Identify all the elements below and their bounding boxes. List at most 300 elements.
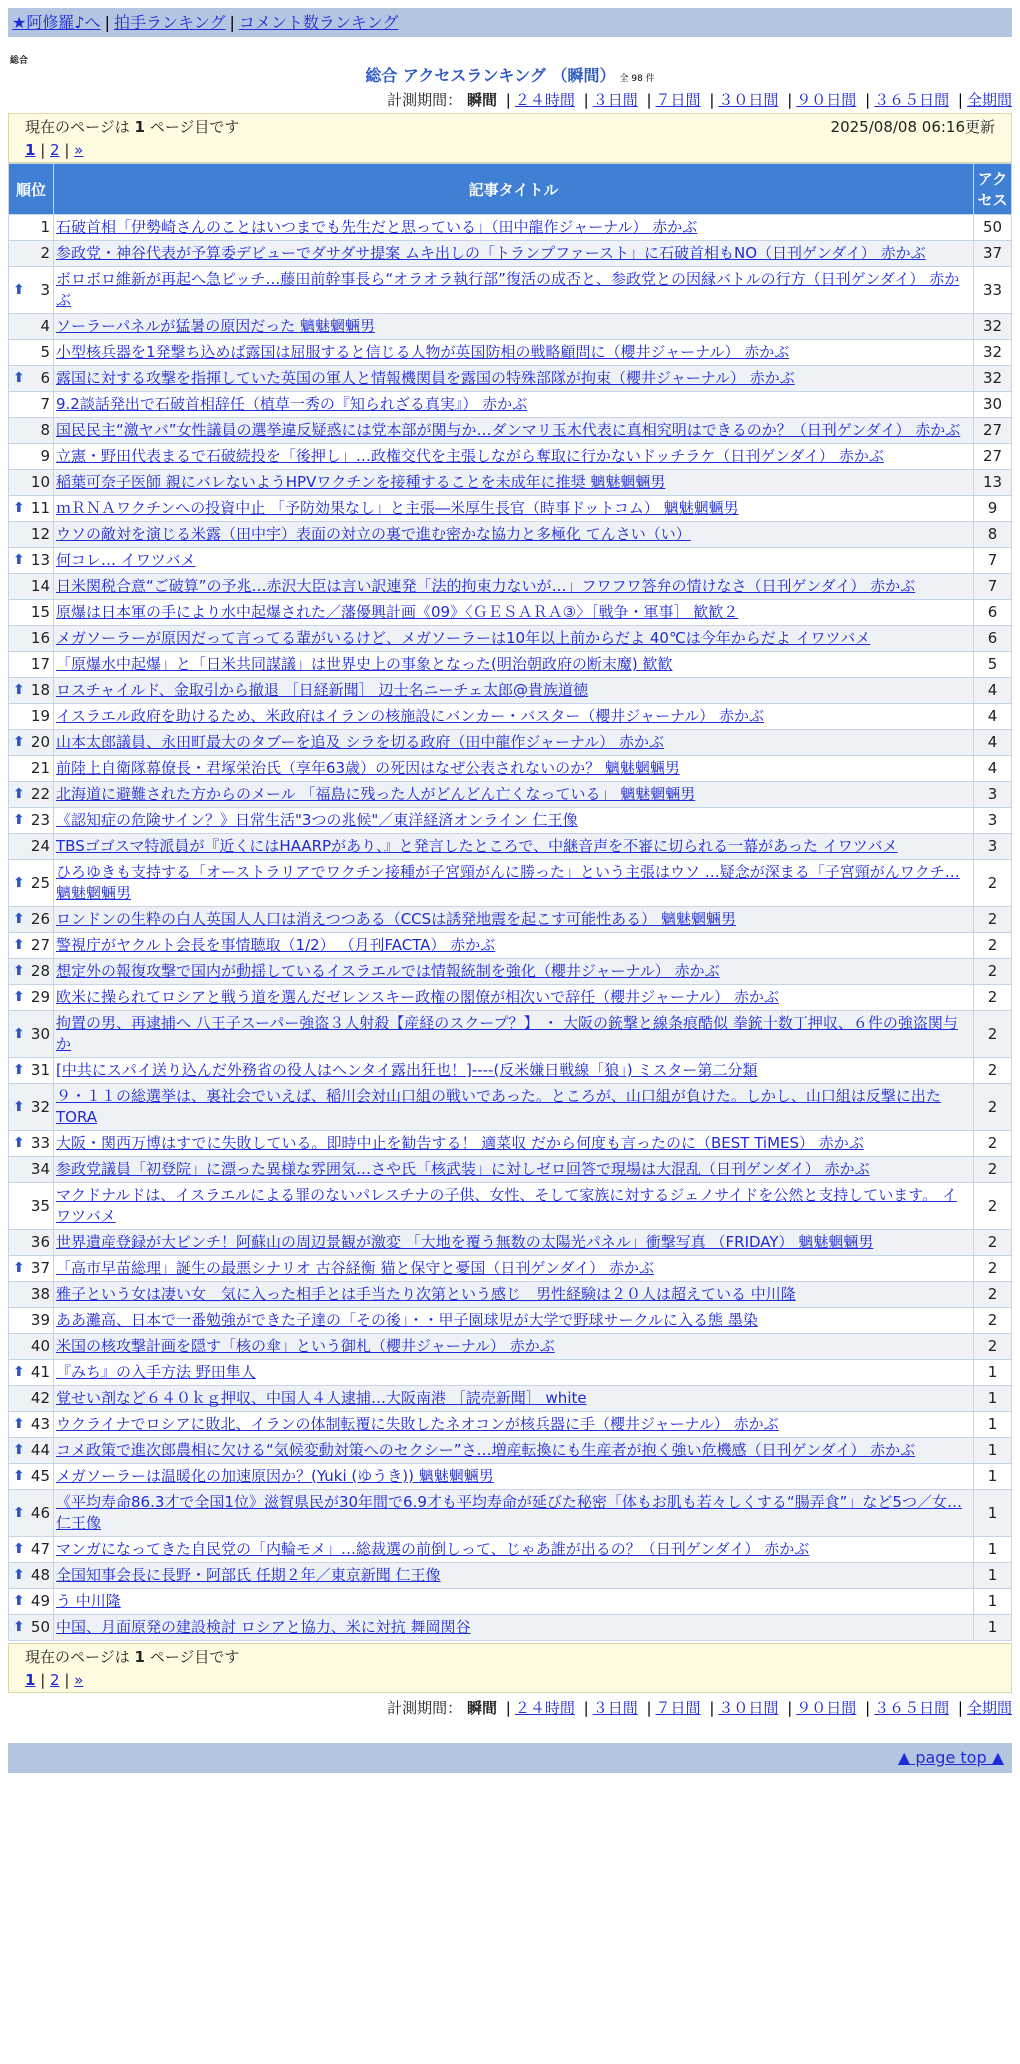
updated-time: 2025/08/08 06:16更新 [830,118,995,136]
clap-ranking-link[interactable]: 拍手ランキング [113,13,226,32]
rank-cell [9,1183,54,1230]
article-link[interactable]: ウクライナでロシアに敗北、イランの体制転覆に失敗したネオコンが核兵器に手（櫻井ジャーナル） 赤かぶ [56,1415,779,1433]
article-link[interactable]: ｍＲＮＡワクチンへの投資中止 「予防効果なし」と主張―米厚生長官（時事ドットコム） 魑魅魍魎男 [56,499,739,517]
rank-number: 29 [30,988,50,1006]
period-link-30d[interactable]: ３０日間 [718,91,779,109]
article-link[interactable]: ウソの敵対を演じる米露（田中宇）表面の対立の裏で進む密かな協力と多極化 てんさい（い） [56,525,691,543]
title-cell [54,626,974,652]
period-label: 計測期間： [387,1699,463,1717]
rank-cell [9,933,54,959]
rank-cell [9,392,54,418]
period-link-3d[interactable]: ３日間 [592,1699,638,1717]
rank-number: 49 [30,1592,50,1610]
article-link[interactable]: 警視庁がヤクルト会長を事情聴取（1/2） （月刊FACTA） 赤かぶ [56,936,496,954]
rank-cell [9,782,54,808]
table-row [9,985,1012,1011]
title-cell [54,1563,974,1589]
table-row [9,548,1012,574]
table-row [9,1464,1012,1490]
rank-cell [9,1589,54,1615]
title-cell [54,933,974,959]
article-link[interactable]: マクドナルドは、イスラエルによる罪のないパレスチナの子供、女性、そして家族に対するジェノサイドを公然と支持しています。 イワツバメ [56,1186,957,1225]
rank-up-icon: ⬆ [13,1098,25,1115]
article-link[interactable]: 拘置の男、再逮捕へ 八王子スーパー強盗３人射殺【産経のスクープ？】 ・ 大阪の銃撃と線条痕酷似 拳銃十数丁押収、６件の強盗関与か [56,1014,958,1053]
table-row [9,1084,1012,1131]
rank-number: 27 [30,936,50,954]
rank-number: 24 [30,837,50,855]
title-cell [54,1011,974,1058]
access-count: 27 [974,444,1012,470]
title-cell [54,314,974,340]
access-count: 2 [974,985,1012,1011]
table-row [9,1386,1012,1412]
rank-number: 41 [30,1363,50,1381]
period-link-7d[interactable]: ７日間 [655,1699,701,1717]
table-row [9,444,1012,470]
access-count: 4 [974,730,1012,756]
article-link[interactable]: ひろゆきも支持する「オーストラリアでワクチン接種が子宮頸がんに勝った」という主張はウソ …疑念が深まる「子宮頸がんワクチ… 魑魅魍魎男 [56,863,960,902]
table-row [9,907,1012,933]
rank-cell [9,522,54,548]
article-link[interactable]: 国民民主“激ヤバ”女性議員の選挙違反疑惑には党本部が関与か…ダンマリ玉木代表に真相究明はできるのか？（日刊ゲンダイ） 赤かぶ [56,421,961,439]
rank-number: 28 [30,962,50,980]
title-cell [54,366,974,392]
title-cell [54,1282,974,1308]
access-count: 50 [974,215,1012,241]
rank-cell [9,314,54,340]
rank-number: 47 [30,1540,50,1558]
article-link[interactable]: 前陸上自衛隊幕僚長・君塚栄治氏（享年63歳）の死因はなぜ公表されないのか？ 魑魅魍魎男 [56,759,680,777]
article-link[interactable]: 露国に対する攻撃を指揮していた英国の軍人と情報機関員を露国の特殊部隊が拘束（櫻井ジャーナル） 赤かぶ [56,369,795,387]
access-count: 2 [974,1058,1012,1084]
rank-cell [9,626,54,652]
title-cell [54,1058,974,1084]
rank-cell [9,1386,54,1412]
title-cell [54,1308,974,1334]
access-count: 2 [974,933,1012,959]
rank-up-icon: ⬆ [13,1062,25,1078]
rank-number: 8 [40,421,50,439]
page-2-link[interactable]: 2 [50,141,60,159]
article-link[interactable]: 全国知事会長に長野・阿部氏 任期２年／東京新聞 仁王像 [56,1566,441,1584]
article-link[interactable]: 《認知症の危険サイン？》日常生活"3つの兆候"／東洋経済オンライン 仁王像 [56,811,578,829]
table-row [9,756,1012,782]
article-link[interactable]: マンガになってきた自民党の「内輪モメ」…総裁選の前倒しって、じゃあ誰が出るの？（日刊ゲンダイ） 赤かぶ [56,1540,810,1558]
table-row [9,782,1012,808]
rank-up-icon: ⬆ [13,1135,25,1151]
nav-separator: | [104,13,110,32]
title-cell [54,834,974,860]
title-cell [54,1589,974,1615]
rank-number: 34 [30,1160,50,1178]
rank-up-icon: ⬆ [13,874,25,891]
table-row [9,470,1012,496]
access-count: 3 [974,782,1012,808]
title-cell [54,470,974,496]
rank-number: 12 [30,525,50,543]
access-count: 9 [974,496,1012,522]
table-row [9,959,1012,985]
rank-number: 6 [40,369,50,387]
title-cell [54,730,974,756]
title-cell [54,1131,974,1157]
article-link[interactable]: 《平均寿命86.3才で全国1位》滋賀県民が30年間で6.9才も平均寿命が延びた秘密「体もお肌も若々しくする“腸弄食”」など5つ／女… 仁王像 [56,1493,962,1532]
access-count: 27 [974,418,1012,444]
rank-cell [9,704,54,730]
rank-number: 19 [30,707,50,725]
title-cell [54,985,974,1011]
rank-number: 43 [30,1415,50,1433]
article-link[interactable]: 稲葉可奈子医師 親にバレないようHPVワクチンを接種することを未成年に推奨 魑魅魍魎男 [56,473,666,491]
title-cell [54,267,974,314]
rank-cell [9,600,54,626]
rank-cell [9,1011,54,1058]
table-row [9,340,1012,366]
article-link[interactable]: 参政党・神谷代表が予算委デビューでダサダサ提案 ムキ出しの「トランプファースト」に石破首相もNO（日刊ゲンダイ） 赤かぶ [56,244,926,262]
access-count: 2 [974,1183,1012,1230]
period-link-24h[interactable]: ２４時間 [514,1699,575,1717]
article-link[interactable]: イスラエル政府を助けるため、米政府はイランの核施設にバンカー・バスター（櫻井ジャーナル） 赤かぶ [56,707,764,725]
title-cell [54,1438,974,1464]
access-count: 32 [974,366,1012,392]
article-link[interactable]: 参政党議員「初登院」に漂った異様な雰囲気…さや氏「核武装」に対しゼロ回答で現場は大混乱（日刊ゲンダイ） 赤かぶ [56,1160,870,1178]
access-count: 1 [974,1490,1012,1537]
rank-cell [9,652,54,678]
article-link[interactable]: 北海道に避難された方からのメール 「福島に残った人がどんどん亡くなっている」 魑魅魍魎男 [56,785,696,803]
rank-number: 36 [30,1233,50,1251]
rank-number: 30 [30,1024,50,1043]
title-cell [54,704,974,730]
title-cell [54,340,974,366]
title-cell [54,392,974,418]
rank-number: 39 [30,1311,50,1329]
article-link[interactable]: 『みち』の入手方法 野田隼人 [56,1363,256,1381]
article-link[interactable]: う 中川隆 [56,1592,121,1610]
title-cell [54,678,974,704]
article-link[interactable]: 何コレ… イワツバメ [56,551,196,569]
table-row [9,1537,1012,1563]
period-link-90d[interactable]: ９０日間 [796,91,857,109]
rank-cell [9,756,54,782]
rank-cell [9,1157,54,1183]
rank-cell [9,267,54,314]
page-top-link[interactable]: ▲ page top ▲ [897,1748,1004,1767]
current-page-text: 現在のページは 1 ページ目です [25,1648,240,1666]
access-count: 2 [974,1256,1012,1282]
article-link[interactable]: ボロボロ維新が再起へ急ピッチ…藤田前幹事長ら“オラオラ執行部”復活の成否と、参政党との因縁バトルの行方（日刊ゲンダイ） 赤かぶ [56,270,960,309]
category-label: 総合 [10,56,29,66]
rank-cell [9,907,54,933]
current-page-text: 現在のページは 1 ページ目です [25,118,240,136]
article-link[interactable]: 欧米に操られてロシアと戦う道を選んだゼレンスキー政権の閣僚が相次いで辞任（櫻井ジャーナル） 赤かぶ [56,988,779,1006]
table-row [9,1230,1012,1256]
period-link-3d[interactable]: ３日間 [592,91,638,109]
rank-number: 46 [30,1503,50,1522]
article-link[interactable]: TBSゴゴスマ特派員が『近くにはHAARPがあり、』と発言したところで、中継音声を不審に切られる一幕があった イワツバメ [56,837,898,855]
footer-bar [8,1743,1012,1773]
table-row [9,834,1012,860]
article-link[interactable]: ロンドンの生粋の白人英国人人口は消えつつある（CCSは誘発地震を起こす可能性ある） 魑魅魍魎男 [56,910,736,928]
title-cell [54,907,974,933]
title-cell [54,756,974,782]
access-count: 2 [974,1084,1012,1131]
page-1-link[interactable]: 1 [25,141,36,159]
access-count: 2 [974,1282,1012,1308]
access-count: 1 [974,1589,1012,1615]
rank-up-icon: ⬆ [13,1025,25,1042]
article-link[interactable]: 想定外の報復攻撃で国内が動揺しているイスラエルでは情報統制を強化（櫻井ジャーナル） 赤かぶ [56,962,720,980]
total-count: 全 98 件 [619,74,655,84]
access-count: 13 [974,470,1012,496]
rank-number: 31 [30,1061,50,1079]
article-link[interactable]: メガソーラーは温暖化の加速原因か？(Yuki (ゆうき)) 魑魅魍魎男 [56,1467,494,1485]
table-row [9,1256,1012,1282]
article-link[interactable]: 覚せい剤など６４０ｋｇ押収、中国人４人逮捕…大阪南港 ［読売新聞］ white [56,1389,587,1407]
rank-number: 35 [30,1196,50,1215]
access-count: 1 [974,1360,1012,1386]
table-row [9,730,1012,756]
title-cell [54,548,974,574]
title-cell [54,1157,974,1183]
rank-cell [9,1282,54,1308]
access-count: 32 [974,340,1012,366]
access-count: 2 [974,907,1012,933]
title-cell [54,418,974,444]
article-link[interactable]: コメ政策で進次郎農相に欠ける“気候変動対策へのセクシー”さ…増産転換にも生産者が抱く強い危機感（日刊ゲンダイ） 赤かぶ [56,1441,916,1459]
access-count: 6 [974,626,1012,652]
period-selector-top: 計測期間： 瞬間 | ２４時間 | ３日間 | ７日間 | ３０日間 | ９０日間 | ３６５日間 | 全期間 [387,91,1012,109]
access-count: 2 [974,1308,1012,1334]
ranking-title: 総合 アクセスランキング （瞬間） [365,66,616,85]
top-nav [8,8,1012,37]
rank-cell [9,1334,54,1360]
title-cell [54,1537,974,1563]
rank-number: 33 [30,1134,50,1152]
title-cell [54,522,974,548]
title-cell [54,1183,974,1230]
table-row [9,1412,1012,1438]
page-1-link[interactable]: 1 [25,1671,36,1689]
article-link[interactable]: 山本太郎議員、永田町最大のタブーを追及 シラを切る政府（田中龍作ジャーナル） 赤かぶ [56,733,665,751]
article-link[interactable]: 9.2談話発出で石破首相辞任（植草一秀の『知られざる真実』） 赤かぶ [56,395,528,413]
period-link-30d[interactable]: ３０日間 [718,1699,779,1717]
title-cell [54,444,974,470]
rank-number: 45 [30,1467,50,1485]
rank-cell [9,574,54,600]
home-link[interactable]: ★阿修羅♪へ [12,13,101,32]
table-row [9,574,1012,600]
rank-up-icon: ⬆ [13,963,25,979]
access-count: 6 [974,600,1012,626]
rank-cell [9,1490,54,1537]
table-row [9,241,1012,267]
rank-cell [9,985,54,1011]
rank-cell [9,1464,54,1490]
rank-number: 17 [30,655,50,673]
table-row [9,1334,1012,1360]
article-link[interactable]: ああ灘高、日本で一番勉強ができた子達の「その後」・・甲子園球児が大学で野球サークルに入る態 墨染 [56,1311,758,1329]
pager-top: 現在のページは 1 ページ目です 2025/08/08 06:16更新 1 | 2 | » [8,113,1012,163]
rank-cell [9,444,54,470]
access-count: 2 [974,1230,1012,1256]
table-row [9,704,1012,730]
period-label: 計測期間： [387,91,463,109]
article-link[interactable]: 大阪・関西万博はすでに失敗している。即時中止を勧告する！ 適菜収 だから何度も言ったのに（BEST TiMES） 赤かぶ [56,1134,864,1152]
article-link[interactable]: 「原爆水中起爆」と「日米共同謀議」は世界史上の事象となった(明治朝政府の断末魔) 歓歓 [56,655,673,673]
rank-number: 40 [30,1337,50,1355]
title-cell [54,574,974,600]
rank-up-icon: ⬆ [13,989,25,1005]
rank-up-icon: ⬆ [13,281,25,298]
article-link[interactable]: 石破首相「伊勢崎さんのことはいつまでも先生だと思っている」（田中龍作ジャーナル） 赤かぶ [56,218,698,236]
rank-cell [9,340,54,366]
table-row [9,1438,1012,1464]
title-cell [54,241,974,267]
rank-number: 23 [30,811,50,829]
rank-number: 3 [40,280,50,299]
rank-up-icon: ⬆ [13,734,25,750]
period-link-365d[interactable]: ３６５日間 [874,1699,950,1717]
access-count: 2 [974,1334,1012,1360]
period-link-7d[interactable]: ７日間 [655,91,701,109]
rank-cell [9,548,54,574]
rank-number: 5 [40,343,50,361]
article-link[interactable]: [中共にスパイ送り込んだ外務省の役人はヘンタイ露出狂也！]----(反米嫌日戦線「狼」) ミスター第二分類 [56,1061,758,1079]
access-count: 1 [974,1386,1012,1412]
rank-number: 22 [30,785,50,803]
pager-bottom: 現在のページは 1 ページ目です 1 | 2 | » [8,1643,1012,1693]
table-row [9,267,1012,314]
rank-number: 21 [30,759,50,777]
article-link[interactable]: 立憲・野田代表まるで石破続投を「後押し」…政権交代を主張しながら奪取に行かないドッチラケ（日刊ゲンダイ） 赤かぶ [56,447,884,465]
rank-up-icon: ⬆ [13,937,25,953]
rank-cell [9,678,54,704]
period-link-all[interactable]: 全期間 [966,91,1012,109]
rank-cell [9,418,54,444]
table-row [9,1157,1012,1183]
rank-number: 14 [30,577,50,595]
access-count: 2 [974,860,1012,907]
table-row [9,678,1012,704]
article-link[interactable]: 中国、月面原発の建設検討 ロシアと協力、米に対抗 舞岡関谷 [56,1618,471,1636]
access-count: 4 [974,678,1012,704]
rank-cell [9,808,54,834]
title-cell [54,1615,974,1641]
article-link[interactable]: 「高市早苗総理」誕生の最悪シナリオ 古谷経衡 猫と保守と憂国（日刊ゲンダイ） 赤かぶ [56,1259,654,1277]
table-row [9,522,1012,548]
period-current: 瞬間 [466,1699,497,1717]
ranking-rows [9,215,1012,1641]
article-link[interactable]: 原爆は日本軍の手により水中起爆された／藩優興計画《09》〈ＧＥＳＡＲＡ③〉［戦争・軍事］ 歓歓２ [56,603,739,621]
rank-number: 2 [40,244,50,262]
title-cell [54,959,974,985]
next-page-link[interactable]: » [74,1671,84,1689]
rank-number: 10 [30,473,50,491]
title-cell [54,496,974,522]
page-title [0,65,1020,87]
rank-number: 32 [30,1097,50,1116]
rank-number: 26 [30,910,50,928]
title-cell [54,215,974,241]
title-cell [54,1360,974,1386]
article-link[interactable]: メガソーラーが原因だって言ってる輩がいるけど、メガソーラーは10年以上前からだよ 40℃は今年からだよ イワツバメ [56,629,871,647]
rank-cell [9,1256,54,1282]
rank-up-icon: ⬆ [13,911,25,927]
table-row [9,1058,1012,1084]
table-row [9,1490,1012,1537]
table-row [9,496,1012,522]
next-page-link[interactable]: » [74,141,84,159]
access-count: 1 [974,1438,1012,1464]
period-link-365d[interactable]: ３６５日間 [874,91,950,109]
rank-cell [9,496,54,522]
rank-up-icon: ⬆ [13,552,25,568]
period-link-90d[interactable]: ９０日間 [796,1699,857,1717]
access-count: 32 [974,314,1012,340]
table-row [9,1589,1012,1615]
page-2-link[interactable]: 2 [50,1671,60,1689]
rank-up-icon: ⬆ [13,682,25,698]
rank-up-icon: ⬆ [13,500,25,516]
table-row [9,600,1012,626]
rank-cell [9,366,54,392]
access-count: 4 [974,756,1012,782]
access-count: 2 [974,1157,1012,1183]
rank-number: 7 [40,395,50,413]
comment-ranking-link[interactable]: コメント数ランキング [238,13,399,32]
title-cell [54,1334,974,1360]
rank-up-icon: ⬆ [13,1468,25,1484]
rank-cell [9,834,54,860]
article-link[interactable]: ソーラーパネルが猛暑の原因だった 魑魅魍魎男 [56,317,376,335]
title-cell [54,1256,974,1282]
period-link-24h[interactable]: ２４時間 [514,91,575,109]
rank-cell [9,959,54,985]
table-row [9,314,1012,340]
rank-number: 25 [30,873,50,892]
rank-number: 18 [30,681,50,699]
access-count: 3 [974,834,1012,860]
access-count: 37 [974,241,1012,267]
access-count: 1 [974,1537,1012,1563]
article-link[interactable]: 雅子という女は凄い女＿気に入った相手とは手当たり次第という感じ＿男性経験は２０人は超えている 中川隆 [56,1285,796,1303]
period-current: 瞬間 [466,91,497,109]
rank-number: 15 [30,603,50,621]
access-count: 8 [974,522,1012,548]
rank-cell [9,1058,54,1084]
rank-cell [9,1615,54,1641]
access-count: 2 [974,1131,1012,1157]
title-cell [54,808,974,834]
article-link[interactable]: ９・１１の総選挙は、裏社会でいえば、稲川会対山口組の戦いであった。ところが、山口組が負けた。しかし、山口組は反撃に出た TORA [56,1087,941,1126]
rank-number: 37 [30,1259,50,1277]
rank-cell [9,1230,54,1256]
rank-cell [9,215,54,241]
article-link[interactable]: 世界遺産登録が大ピンチ！阿蘇山の周辺景観が激変 「大地を覆う無数の太陽光パネル」衝撃写真 （FRIDAY） 魑魅魍魎男 [56,1233,874,1251]
article-link[interactable]: 小型核兵器を1発撃ち込めば露国は屈服すると信じる人物が英国防相の戦略顧問に（櫻井ジャーナル） 赤かぶ [56,343,790,361]
article-link[interactable]: 日米関税合意“ご破算”の予兆…赤沢大臣は言い訳連発「法的拘束力ないが…」フワフワ答弁の情けなさ（日刊ゲンダイ） 赤かぶ [56,577,916,595]
access-count: 3 [974,808,1012,834]
period-link-all[interactable]: 全期間 [966,1699,1012,1717]
title-cell [54,1412,974,1438]
article-link[interactable]: 米国の核攻撃計画を隠す「核の傘」という御札（櫻井ジャーナル） 赤かぶ [56,1337,555,1355]
table-row [9,1131,1012,1157]
table-row [9,1308,1012,1334]
article-link[interactable]: ロスチャイルド、金取引から撤退 ［日経新聞］ 辺士名ニーチェ太郎@貴族道徳 [56,681,588,699]
access-count: 1 [974,1563,1012,1589]
rank-number: 20 [30,733,50,751]
rank-number: 48 [30,1566,50,1584]
